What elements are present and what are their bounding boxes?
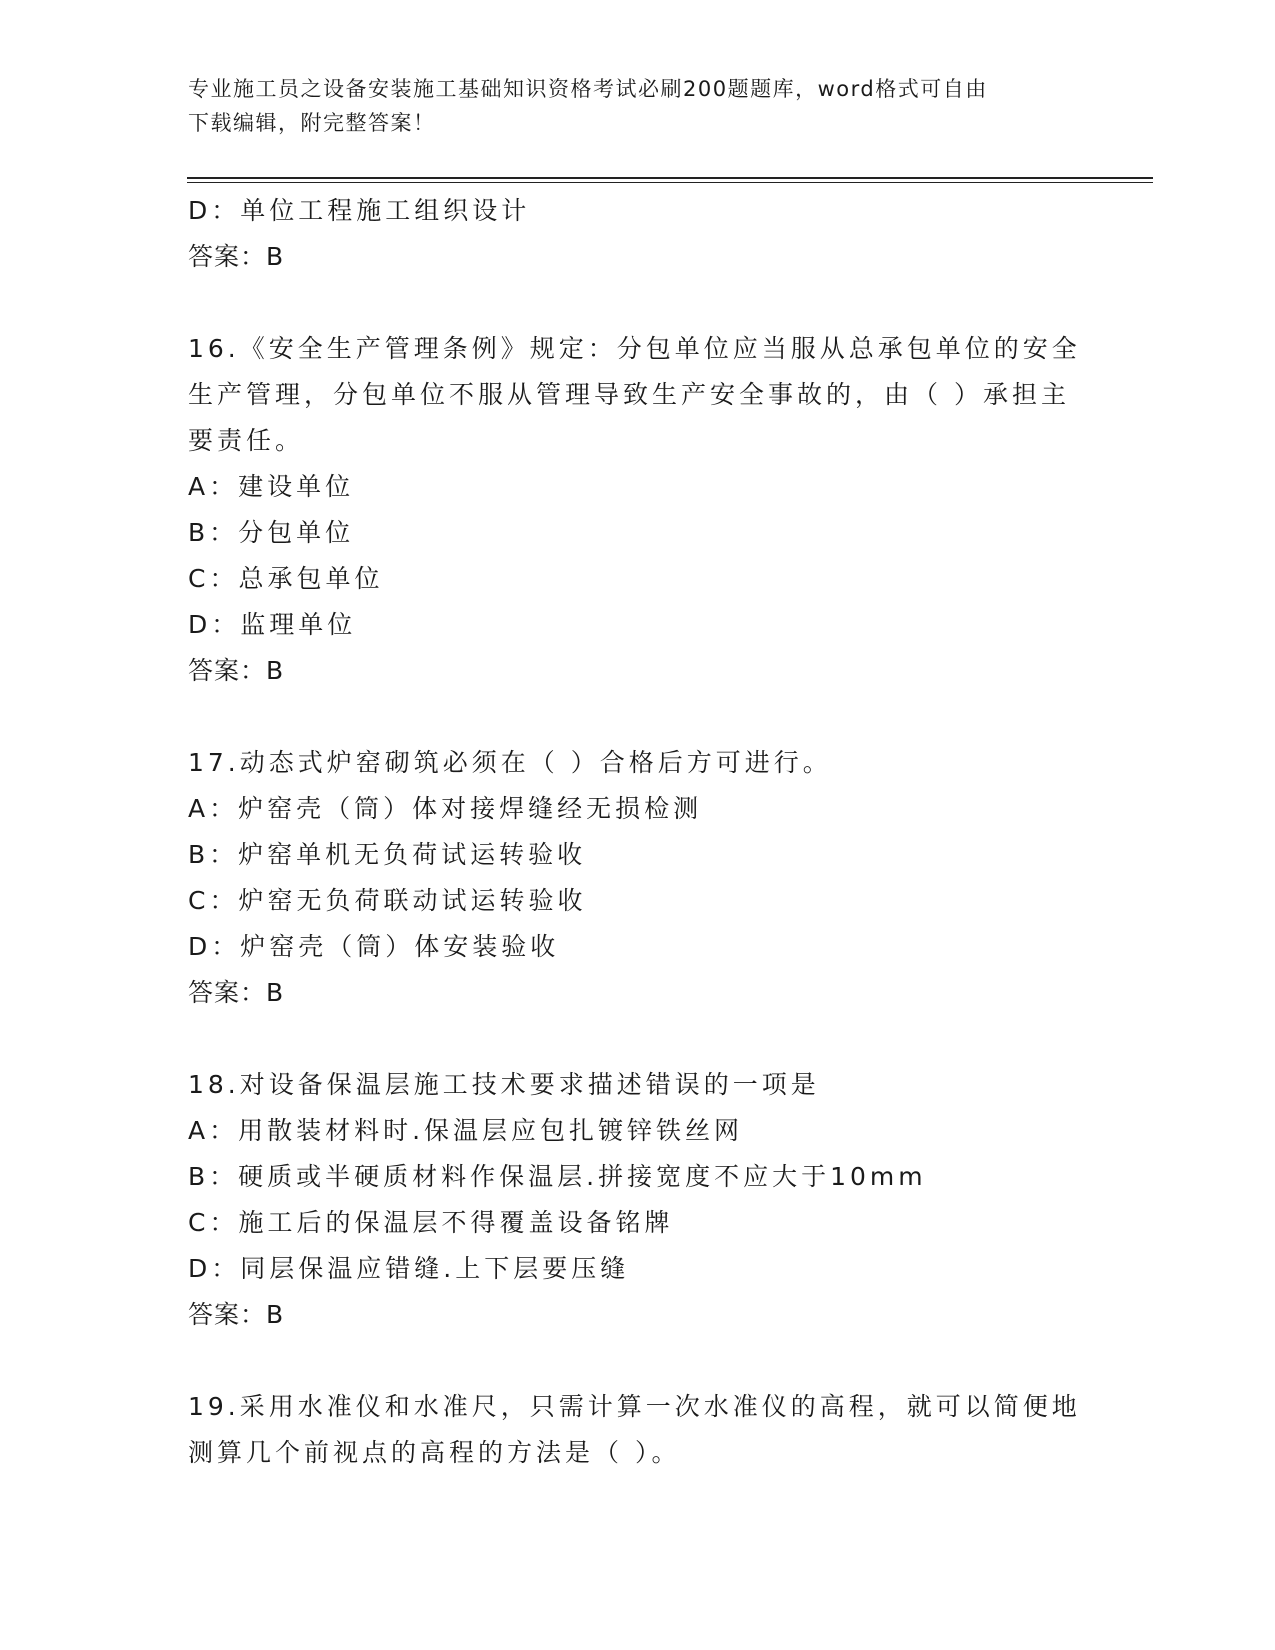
question-17 xyxy=(188,740,1088,1016)
question-stem: 18.对设备保温层施工技术要求描述错误的一项是 xyxy=(188,1070,820,1099)
option-a: A：建设单位 xyxy=(188,472,355,501)
question-stem: 生产管理，分包单位不服从管理导致生产安全事故的，由（ ）承担主 xyxy=(188,380,1070,409)
answer-line: 答案：B xyxy=(188,656,285,685)
option-d: D：监理单位 xyxy=(188,610,357,639)
question-list xyxy=(188,188,1088,1476)
header-title-line-1: 专业施工员之设备安装施工基础知识资格考试必刷200题题库，word格式可自由 xyxy=(188,77,988,101)
header-divider-thick xyxy=(187,177,1153,179)
header-title-line-2: 下载编辑，附完整答案！ xyxy=(188,111,436,135)
question-stem: 测算几个前视点的高程的方法是（ ）。 xyxy=(188,1438,681,1467)
document-header xyxy=(188,72,1088,140)
header-divider-thin xyxy=(187,182,1153,183)
question-stem: 16.《安全生产管理条例》规定：分包单位应当服从总承包单位的安全 xyxy=(188,334,1081,363)
option-b: B：硬质或半硬质材料作保温层.拼接宽度不应大于10mm xyxy=(188,1162,927,1191)
answer-line: 答案：B xyxy=(188,1300,285,1329)
option-b: B：分包单位 xyxy=(188,518,355,547)
answer-line: 答案：B xyxy=(188,978,285,1007)
option-d: D：同层保温应错缝.上下层要压缝 xyxy=(188,1254,630,1283)
question-stem: 19.采用水准仪和水准尺，只需计算一次水准仪的高程，就可以简便地 xyxy=(188,1392,1081,1421)
question-stem: 要责任。 xyxy=(188,426,305,455)
option-c: C：施工后的保温层不得覆盖设备铭牌 xyxy=(188,1208,674,1237)
option-a: A：炉窑壳（筒）体对接焊缝经无损检测 xyxy=(188,794,703,823)
option-c: C：炉窑无负荷联动试运转验收 xyxy=(188,886,587,915)
option-a: A：用散装材料时.保温层应包扎镀锌铁丝网 xyxy=(188,1116,744,1145)
question-16 xyxy=(188,326,1088,694)
option-d: D：炉窑壳（筒）体安装验收 xyxy=(188,932,560,961)
option-c: C：总承包单位 xyxy=(188,564,384,593)
question-18 xyxy=(188,1062,1088,1338)
answer-line: 答案：B xyxy=(188,242,285,271)
previous-question-tail xyxy=(188,188,1088,280)
question-stem: 17.动态式炉窑砌筑必须在（ ）合格后方可进行。 xyxy=(188,748,832,777)
option-b: B：炉窑单机无负荷试运转验收 xyxy=(188,840,587,869)
question-19 xyxy=(188,1384,1088,1476)
option-d: D：单位工程施工组织设计 xyxy=(188,196,531,225)
